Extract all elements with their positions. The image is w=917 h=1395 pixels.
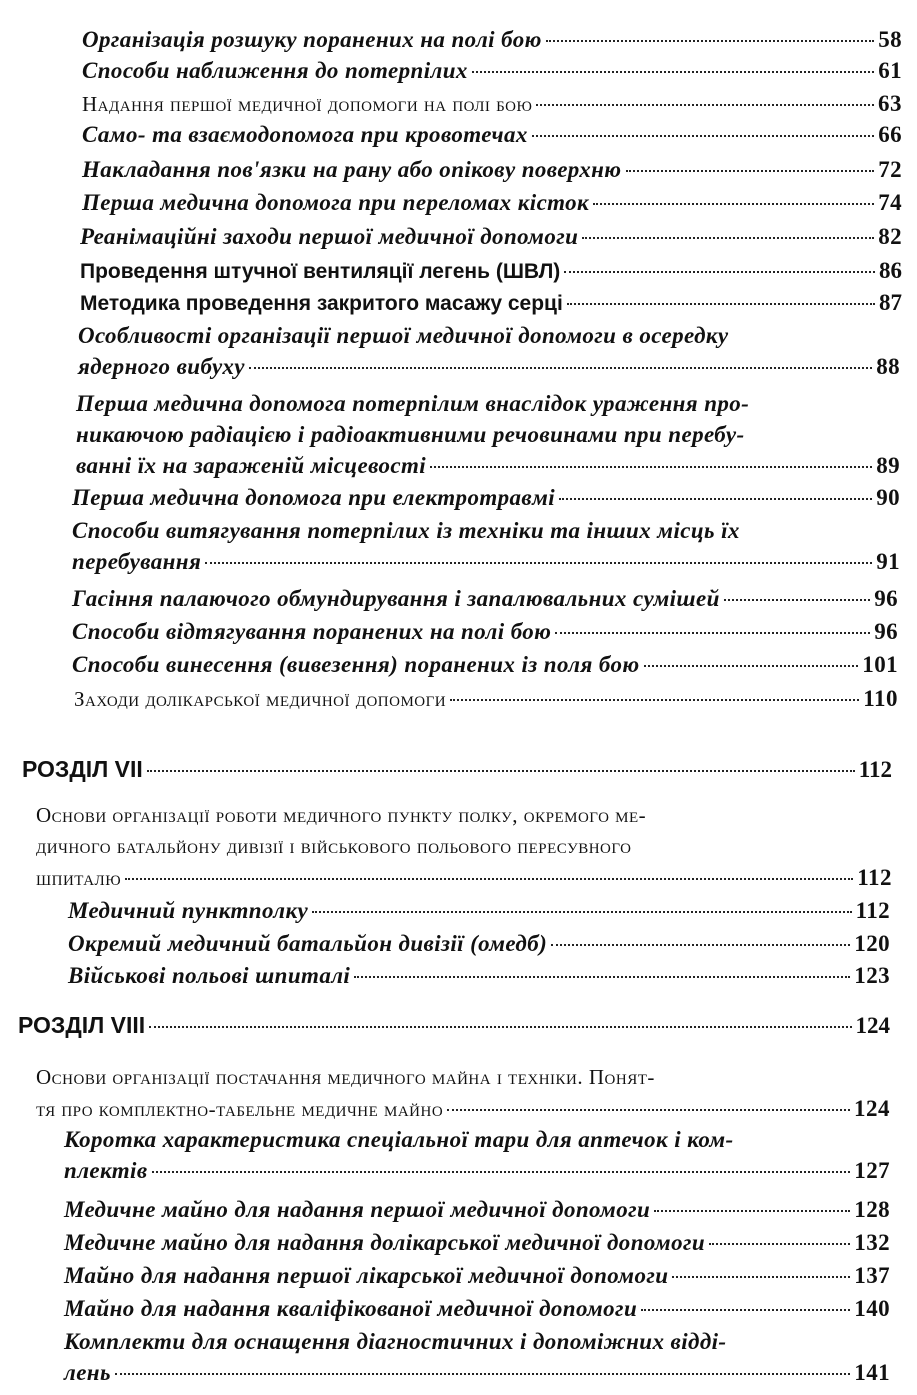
toc-entry-title: Проведення штучної вентиляції легень (ШВЛ) xyxy=(80,260,561,283)
toc-entry-page: 124 xyxy=(854,1096,890,1121)
toc-entry xyxy=(64,1293,890,1324)
toc-entry-page: 101 xyxy=(862,652,898,677)
toc-entry-title: Само- та взаємодопомога при кровотечах xyxy=(82,122,528,147)
toc-entry-title: Перша медична допомога при електротравмі xyxy=(72,485,556,510)
leader-dots xyxy=(551,944,850,946)
section-title: РОЗДІЛ VII xyxy=(22,756,143,782)
toc-entry-page: 89 xyxy=(876,453,900,478)
toc-entry xyxy=(64,1124,890,1186)
toc-entry xyxy=(76,388,900,481)
toc-entry xyxy=(78,320,900,382)
toc-entry-page: 110 xyxy=(863,686,898,711)
toc-entry-title: Способи відтягування поранених на полі бою xyxy=(72,619,552,644)
leader-dots xyxy=(546,40,874,42)
toc-entry xyxy=(82,24,902,55)
toc-entry xyxy=(82,88,902,120)
toc-entry-title-line: дичного батальйону дивізії і військового польового пересувного xyxy=(36,834,632,858)
toc-entry-page: 120 xyxy=(854,931,890,956)
toc-entry-title: Заходи долікарської медичної допомоги xyxy=(74,687,447,711)
toc-entry xyxy=(80,221,902,252)
toc-entry-title: Надання першої медичної допомоги на полі бою xyxy=(82,92,533,116)
toc-entry-title: Майно для надання кваліфікованої медичної допомоги xyxy=(64,1296,638,1321)
leader-dots xyxy=(582,237,874,239)
toc-entry xyxy=(72,515,900,577)
toc-entry-title-line: Комплекти для оснащення діагностичних і допоміжних відді- xyxy=(64,1329,727,1354)
toc-entry-page: 96 xyxy=(874,586,898,611)
leader-dots xyxy=(555,632,870,634)
toc-entry xyxy=(80,255,902,287)
leader-dots xyxy=(149,1026,851,1028)
leader-dots xyxy=(724,599,870,601)
leader-dots xyxy=(532,135,874,137)
leader-dots xyxy=(152,1171,851,1173)
toc-entry-page: 88 xyxy=(876,354,900,379)
toc-entry-page: 132 xyxy=(854,1230,890,1255)
toc-entry-title: Військові польові шпиталі xyxy=(68,963,351,988)
toc-entry-page: 86 xyxy=(879,258,902,283)
leader-dots xyxy=(312,911,851,913)
leader-dots xyxy=(472,71,874,73)
toc-entry-page: 91 xyxy=(876,549,900,574)
toc-entry-page: 61 xyxy=(878,58,902,83)
toc-entry-page: 137 xyxy=(854,1263,890,1288)
toc-entry-title: Медичне майно для надання долікарської медичної допомоги xyxy=(64,1230,706,1255)
toc-entry xyxy=(74,683,898,715)
toc-entry-page: 96 xyxy=(874,619,898,644)
leader-dots xyxy=(644,665,859,667)
toc-entry xyxy=(68,928,890,959)
toc-entry xyxy=(68,895,890,926)
toc-entry-page: 128 xyxy=(854,1197,890,1222)
toc-entry-page: 66 xyxy=(878,122,902,147)
toc-entry-title: Окремий медичний батальйон дивізії (омедб) xyxy=(68,931,548,956)
toc-entry xyxy=(72,482,900,513)
leader-dots xyxy=(354,976,850,978)
toc-entry-page: 123 xyxy=(854,963,890,988)
leader-dots xyxy=(564,271,875,273)
toc-entry xyxy=(72,649,898,680)
leader-dots xyxy=(536,104,874,106)
leader-dots xyxy=(205,562,872,564)
toc-entry-title: Способи винесення (вивезення) поранених із поля бою xyxy=(72,652,640,677)
leader-dots xyxy=(125,878,853,880)
leader-dots xyxy=(641,1309,850,1311)
leader-dots xyxy=(249,367,872,369)
toc-entry-page: 90 xyxy=(876,485,900,510)
toc-entry-title: Реанімаційні заходи першої медичної допомоги xyxy=(80,224,579,249)
toc-entry-page: 112 xyxy=(855,898,890,923)
leader-dots xyxy=(115,1373,850,1375)
leader-dots xyxy=(430,466,872,468)
toc-entry-title: Майно для надання першої лікарської медичної допомоги xyxy=(64,1263,669,1288)
toc-entry-title: Способи наближення до потерпілих xyxy=(82,58,468,83)
section-heading xyxy=(22,754,892,785)
toc-entry-title: Медичне майно для надання першої медичної допомоги xyxy=(64,1197,651,1222)
section-page: 124 xyxy=(855,1013,890,1038)
toc-entry xyxy=(80,287,902,319)
leader-dots xyxy=(626,170,875,172)
toc-entry-title: Гасіння палаючого обмундирування і запалювальних сумішей xyxy=(72,586,720,611)
section-title: РОЗДІЛ VIII xyxy=(18,1012,146,1038)
toc-entry-title: ванні їх на зараженій місцевості xyxy=(76,453,427,478)
toc-entry xyxy=(64,1194,890,1225)
toc-entry xyxy=(82,55,902,86)
toc-entry-title: Перша медична допомога при переломах кісток xyxy=(82,190,590,215)
toc-entry xyxy=(72,583,898,614)
toc-entry-title-line: Способи витягування потерпілих із техніки та інших місць їх xyxy=(72,518,740,543)
toc-entry xyxy=(82,187,902,218)
toc-entry xyxy=(72,616,898,647)
toc-entry-title: Накладання пов'язки на рану або опікову поверхню xyxy=(82,157,622,182)
leader-dots xyxy=(593,203,874,205)
toc-entry-page: 82 xyxy=(878,224,902,249)
toc-entry xyxy=(82,119,902,150)
section-page: 112 xyxy=(858,757,892,782)
leader-dots xyxy=(654,1210,850,1212)
toc-entry xyxy=(36,1062,890,1125)
toc-entry-page: 87 xyxy=(879,290,902,315)
toc-entry-title: Методика проведення закритого масажу серці xyxy=(80,292,563,315)
toc-entry xyxy=(82,154,902,185)
leader-dots xyxy=(559,498,872,500)
toc-entry xyxy=(64,1326,890,1388)
toc-entry-title-line: Особливості організації першої медичної допомоги в осередку xyxy=(78,323,729,348)
toc-entry-title: перебування xyxy=(72,549,202,574)
toc-entry xyxy=(64,1260,890,1291)
toc-entry-page: 112 xyxy=(857,865,892,890)
leader-dots xyxy=(450,699,859,701)
toc-entry xyxy=(36,800,892,894)
leader-dots xyxy=(567,303,875,305)
leader-dots xyxy=(147,770,855,772)
toc-entry-title-line: Основи організації роботи медичного пункту полку, окремого ме- xyxy=(36,803,647,827)
toc-entry-title-line: Перша медична допомога потерпілим внаслідок ураження про- xyxy=(76,391,750,416)
toc-entry-page: 72 xyxy=(878,157,902,182)
toc-entry xyxy=(64,1227,890,1258)
toc-entry-page: 74 xyxy=(878,190,902,215)
leader-dots xyxy=(709,1243,850,1245)
toc-entry-title: лень xyxy=(64,1360,111,1385)
toc-entry-title-line: Коротка характеристика спеціальної тари для аптечок і ком- xyxy=(64,1127,734,1152)
toc-entry-page: 58 xyxy=(878,27,902,52)
toc-entry-title: шпиталю xyxy=(36,866,122,890)
toc-entry-title: тя про комплектно-табельне медичне майно xyxy=(36,1097,444,1121)
toc-entry-title: Організація розшуку поранених на полі бою xyxy=(82,27,542,52)
leader-dots xyxy=(447,1109,850,1111)
toc-entry-page: 141 xyxy=(854,1360,890,1385)
toc-entry xyxy=(68,960,890,991)
leader-dots xyxy=(672,1276,850,1278)
toc-entry-title: плектів xyxy=(64,1158,148,1183)
toc-entry-title: ядерного вибуху xyxy=(78,354,245,379)
toc-entry-title-line: никаючою радіацією і радіоактивними речовинами при перебу- xyxy=(76,422,745,447)
toc-entry-page: 140 xyxy=(854,1296,890,1321)
toc-entry-title: Медичний пунктполку xyxy=(68,898,309,923)
toc-entry-page: 127 xyxy=(854,1158,890,1183)
toc-entry-title-line: Основи організації постачання медичного майна і техніки. Понят- xyxy=(36,1065,655,1089)
section-heading xyxy=(18,1010,890,1041)
toc-entry-page: 63 xyxy=(878,91,902,116)
